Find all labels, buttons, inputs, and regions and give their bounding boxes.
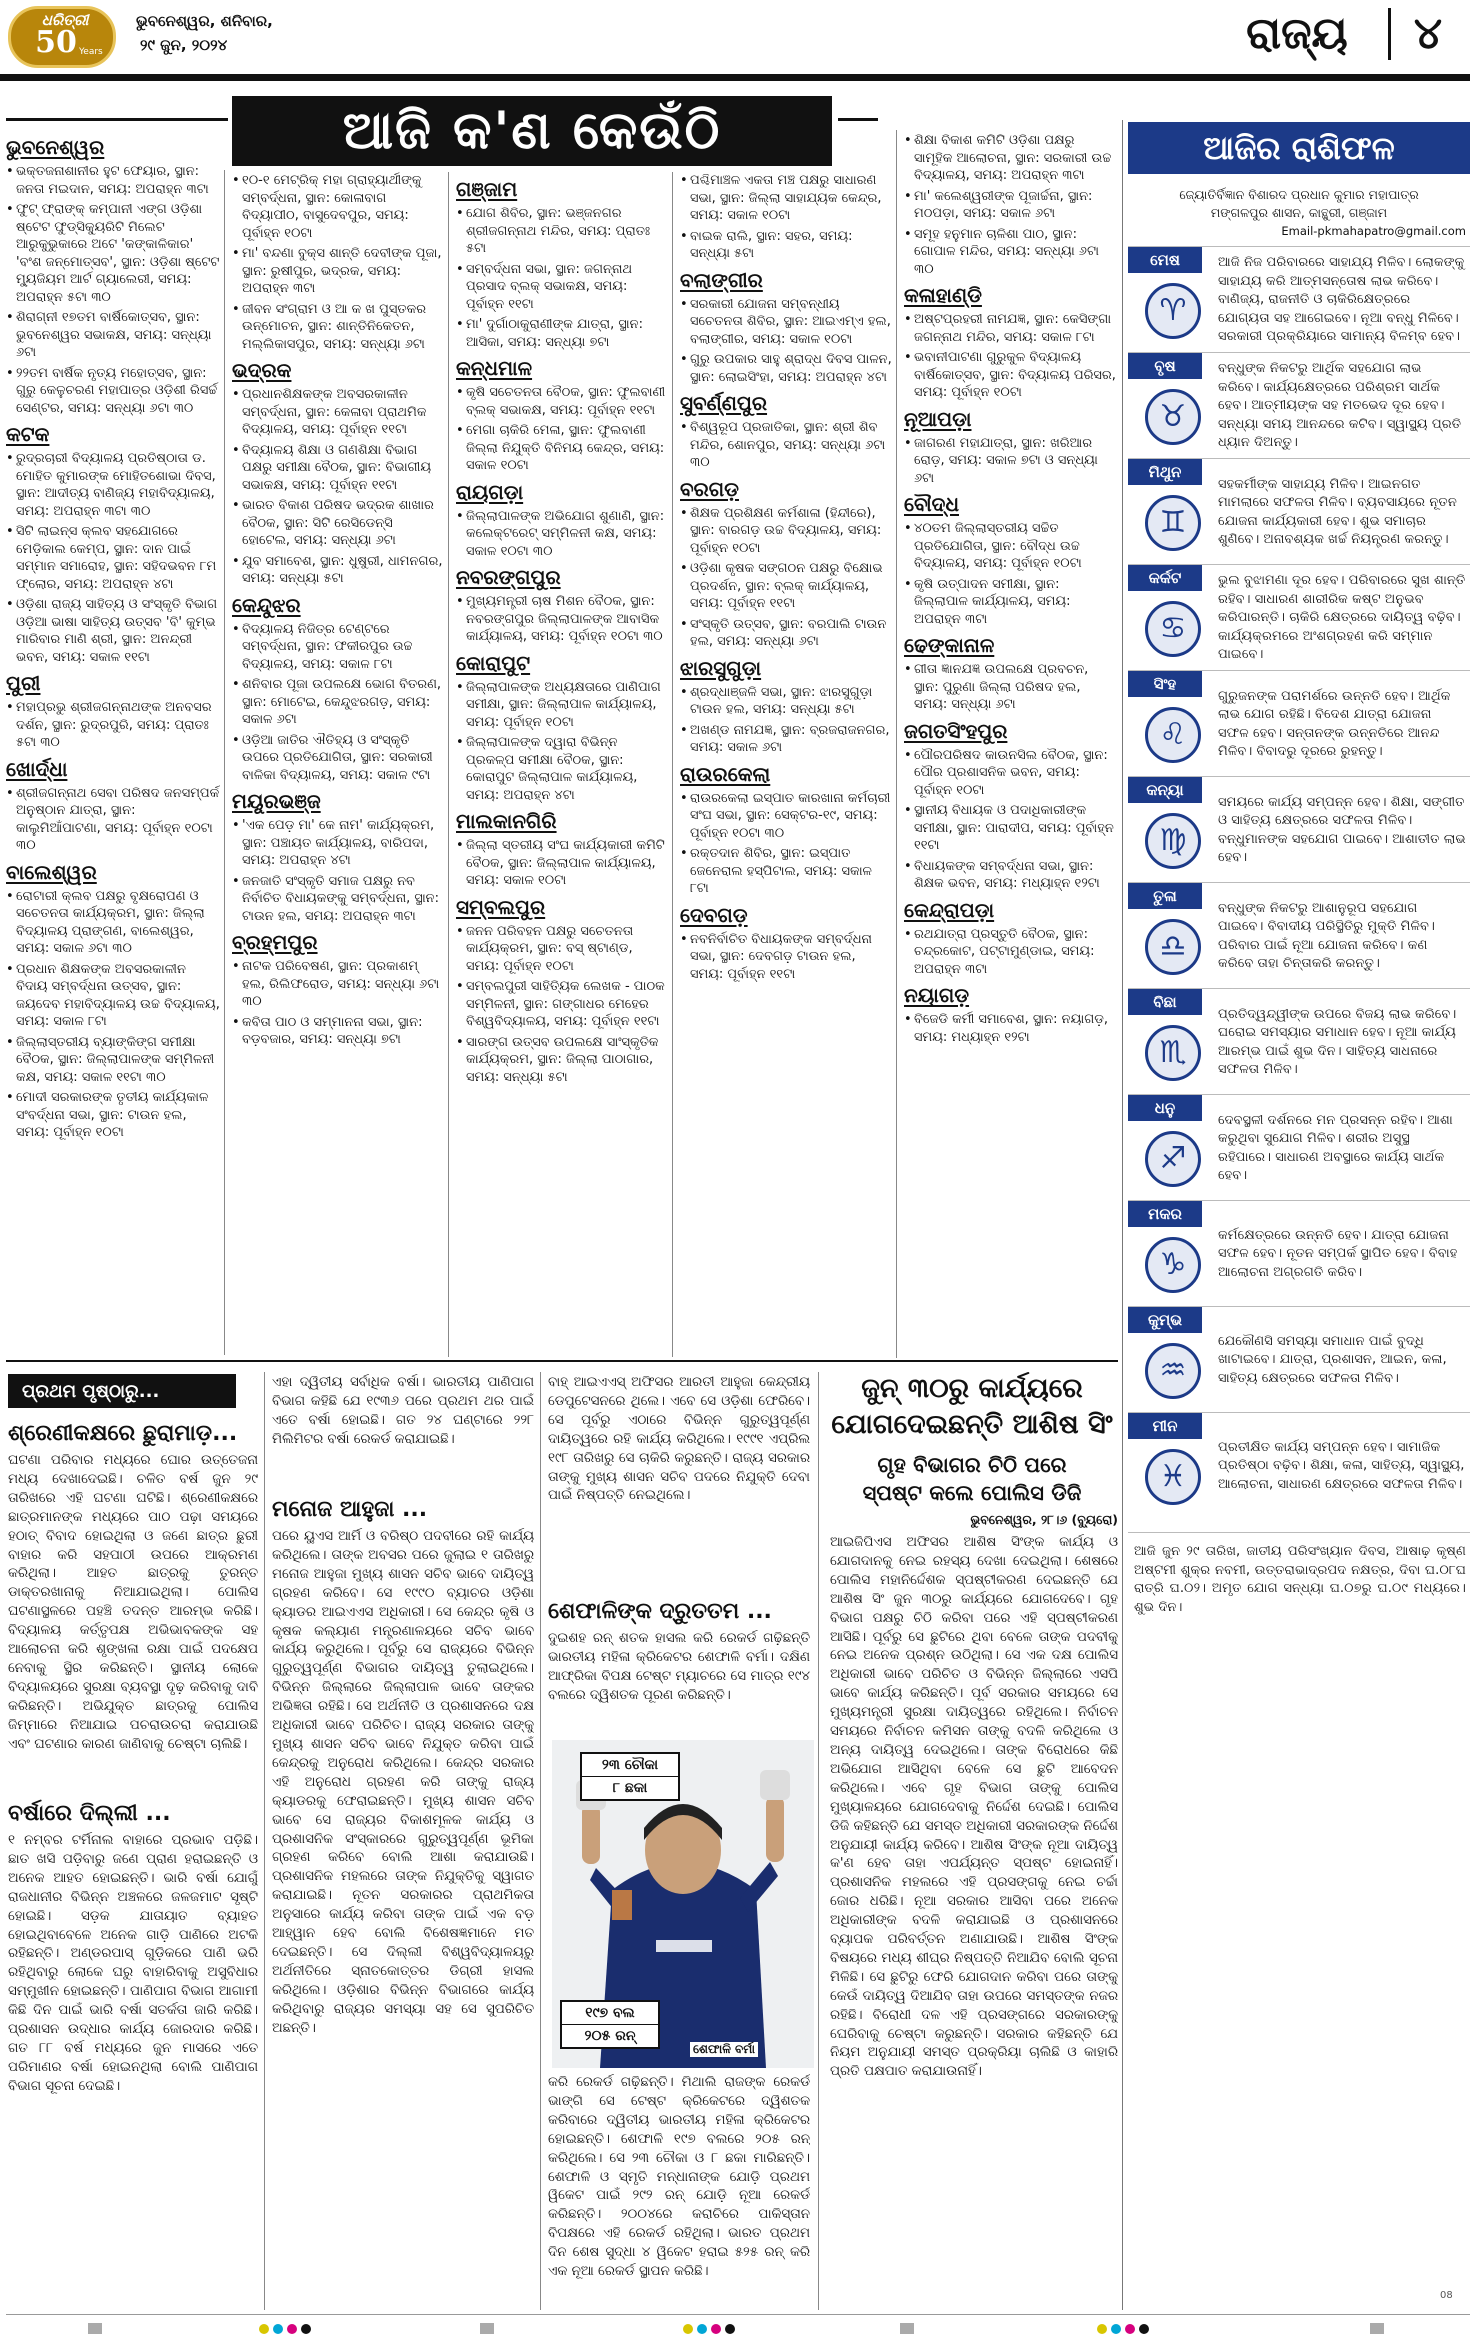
front-page-label-text: ପ୍ରଥମ ପୃଷ୍ଠାରୁ... xyxy=(22,1380,160,1402)
district-heading: ମୟୂରଭଞ୍ଜ xyxy=(232,789,321,813)
district-heading: ପୁରୀ xyxy=(6,671,41,695)
zodiac-glyph: ♎ xyxy=(1145,919,1201,975)
rashi-6 xyxy=(1128,776,1470,882)
agenda-item: • ମୋଦୀ ସରକାରଙ୍କ ତୃତୀୟ କାର୍ଯ୍ୟକାଳ ସଂବର୍ଦ୍ଧନା ସଭା, ସ୍ଥାନ: ଟାଉନ ହଲ, ସମୟ: ପୂର୍ବାହ୍ନ ୧୦ଟା xyxy=(6,1089,220,1142)
agenda-item: • ଭବାନୀପାଟଣା ଗୁରୁକୁଳ ବିଦ୍ୟାଳୟ ବାର୍ଷିକୋତ୍ସବ, ସ୍ଥାନ: ବିଦ୍ୟାଳୟ ପରିସର, ସମୟ: ପୂର୍ବାହ୍ନ ୧୦ଟା xyxy=(904,349,1116,402)
header-place: ଭୁବନେଶ୍ୱର, ଶନିବାର, xyxy=(136,12,273,30)
agenda-item: • ଜିଲ୍ଲାପାଳଙ୍କ ଦ୍ୱାରା ବିଭିନ୍ନ ପ୍ରକଳ୍ପ ସମୀକ୍ଷା ବୈଠକ, ସ୍ଥାନ: କୋରାପୁଟ ଜିଲ୍ଲାପାଳ କାର୍ଯ୍ୟାଳୟ, ସମୟ: ଅପରାହ୍ନ ୪ଟା xyxy=(456,734,668,804)
rashi-text: ସହକର୍ମୀଙ୍କ ସାହାଯ୍ୟ ମିଳିବ। ଆଇନଗତ ମାମଲାରେ ସଫଳତା ମିଳିବ। ବ୍ୟବସାୟରେ ନୂତନ ଯୋଜନା କାର୍ଯ୍ୟକାରୀ ହେବ। ଶୁଭ ସମାଚାର ଶୁଣିବେ। ଅନାବଶ୍ୟକ ଖର୍ଚ୍ଚ ନିୟନ୍ତ୍ରଣ କରନ୍ତୁ। xyxy=(1218,476,1457,547)
agenda-item: • ଜନନ ପରିବହନ ପକ୍ଷରୁ ସଚେତନତା କାର୍ଯ୍ୟକ୍ରମ, ସ୍ଥାନ: ବସ୍ ଷ୍ଟାଣ୍ଡ, ସମୟ: ପୂର୍ବାହ୍ନ ୧୦ଟା xyxy=(456,923,668,976)
agenda-item: • ରକ୍ତଦାନ ଶିବିର, ସ୍ଥାନ: ଇସ୍ପାତ ଜେନେରାଲ ହସ୍ପିଟାଲ, ସମୟ: ସକାଳ ୮ଟା xyxy=(680,845,892,898)
district-heading: ବାଲେଶ୍ୱର xyxy=(6,859,97,884)
astrologer-name: ଜ୍ୟୋତିର୍ବିଜ୍ଞାନ ବିଶାରଦ ପ୍ରଧାନ କୁମାର ମହାପାତ୍ର xyxy=(1179,187,1419,202)
district-heading: ମାଲକାନଗିରି xyxy=(456,809,557,833)
agenda-column-4 xyxy=(680,172,892,1358)
stats-box-top xyxy=(580,1752,680,1801)
zodiac-glyph: ♏ xyxy=(1145,1025,1201,1081)
story2-body: ୧ ନମ୍ବର ଟର୍ମିନାଲ ବାହାରେ ପ୍ରଭାବ ପଡ଼ିଛି। ଛାତ ଖସି ପଡ଼ିବାରୁ ଜଣେ ପ୍ରାଣ ହରାଇଛନ୍ତି ଓ ଅନେକ ଆହତ ହୋଇଛନ୍ତି। ଭାରି ବର୍ଷା ଯୋଗୁଁ ରାଜଧାନୀର ବିଭିନ୍ନ ଅଞ୍ଚଳରେ ଜଳଜମାଟ ସୃଷ୍ଟି ହୋଇଛି। ସଡ଼କ ଯାତାୟାତ ବ୍ୟାହତ ହୋଇଥିବାବେଳେ ଅନେକ ଗାଡ଼ି ପାଣିରେ ଅଟକି ରହିଛନ୍ତି। ଅଣ୍ଡରପାସ୍ ଗୁଡ଼ିକରେ ପାଣି ଭରି ରହିଥିବାରୁ ଲୋକେ ଘରୁ ବାହାରିବାକୁ ଅସୁବିଧାର ସମ୍ମୁଖୀନ ହୋଇଛନ୍ତି। ପାଣିପାଗ ବିଭାଗ ଆଗାମୀ କିଛି ଦିନ ପାଇଁ ଭାରି ବର୍ଷା ସତର୍କତା ଜାରି କରିଛି। ପ୍ରଶାସନ ଉଦ୍ଧାର କାର୍ଯ୍ୟ ଜୋରଦାର କରିଛି। ଗତ ୮୮ ବର୍ଷ ମଧ୍ୟରେ ଜୁନ ମାସରେ ଏତେ ପରିମାଣର ବର୍ଷା ହୋଇନଥିଲା ବୋଲି ପାଣିପାଗ ବିଭାଗ ସୂଚନା ଦେଇଛି। xyxy=(8,1833,258,2094)
agenda-item: • ସଂସ୍କୃତି ଉତ୍ସବ, ସ୍ଥାନ: ବରପାଲି ଟାଉନ ହଲ, ସମୟ: ସନ୍ଧ୍ୟା ୬ଟା xyxy=(680,616,892,651)
zodiac-icon xyxy=(1136,811,1210,871)
agenda-column-1 xyxy=(6,130,220,1358)
zodiac-icon xyxy=(1136,1129,1210,1189)
agenda-item: • ମହାପ୍ରଭୁ ଶ୍ରୀଜଗନ୍ନାଥଙ୍କ ଅନବସର ଦର୍ଶନ, ସ୍ଥାନ: ରୁଦ୍ରପୁରି, ସମୟ: ପ୍ରାତଃ ୫ଟା ୩୦ xyxy=(6,699,220,752)
zodiac-glyph: ♊ xyxy=(1145,495,1201,551)
district-heading: ଭଦ୍ରକ xyxy=(232,358,292,382)
agenda-item: • ମା' କଲେଶ୍ୱରୀଙ୍କ ପୂଜାର୍ଚ୍ଚନା, ସ୍ଥାନ: ମଠପଡ଼ା, ସମୟ: ସକାଳ ୬ଟା xyxy=(904,188,1116,223)
zodiac-glyph: ♋ xyxy=(1145,601,1201,657)
header-date: ୨୯ ଜୁନ, ୨୦୨୪ xyxy=(140,36,228,54)
agenda-item: • ଶିକ୍ଷା ବିକାଶ କମିଟି ଓଡ଼ିଶା ପକ୍ଷରୁ ସାମୂହିକ ଆଲୋଚନା, ସ୍ଥାନ: ସରକାରୀ ଉଚ୍ଚ ବିଦ୍ୟାଳୟ, ସମୟ: ଅପରାହ୍ନ ୩ଟା xyxy=(904,132,1116,185)
district-heading: ବରଗଡ଼ xyxy=(680,476,739,501)
agenda-column-3 xyxy=(456,172,668,1358)
district-heading: ଗଞ୍ଜାମ xyxy=(456,177,518,201)
zodiac-icon xyxy=(1136,705,1210,765)
rashi-11 xyxy=(1128,1306,1470,1412)
rashifala-panel xyxy=(1128,122,1470,2312)
print-marks-svg xyxy=(0,2320,1477,2336)
district-heading: କନ୍ଧମାଳ xyxy=(456,356,533,380)
agenda-item: • ଭକ୍ତଜନାଶାନୀର ହୁଟ ଫେୟାର, ସ୍ଥାନ: ଜନତା ମଇଦାନ, ସମୟ: ଅପରାହ୍ନ ୩ଟା xyxy=(6,163,220,198)
photo-caption: ଶେଫାଳି ବର୍ମା xyxy=(690,2042,758,2057)
agenda-item: • ସମୂହ ହନୁମାନ ଚାଳିଶା ପାଠ, ସ୍ଥାନ: ଗୋପାଳ ମନ୍ଦିର, ସମୟ: ସନ୍ଧ୍ୟା ୬ଟା ୩୦ xyxy=(904,226,1116,279)
stats-box-bottom xyxy=(560,2000,660,2049)
agenda-item: • ଶିରାଗ୍ନୀ ୧୭ତମ ବାର୍ଷିକୋତ୍ସବ, ସ୍ଥାନ: ଭୁବନେଶ୍ୱର ସଭାକକ୍ଷ, ସମୟ: ସନ୍ଧ୍ୟା ୬ଟା xyxy=(6,309,220,362)
agenda-item: • ଜିଲ୍ଲାସ୍ତରୀୟ ବ୍ୟାଙ୍କିଙ୍ଗ ସମୀକ୍ଷା ବୈଠକ, ସ୍ଥାନ: ଜିଲ୍ଲାପାଳଙ୍କ ସମ୍ମିଳନୀ କକ୍ଷ, ସମୟ: ସକାଳ ୧୧ଟା ୩୦ xyxy=(6,1034,220,1087)
rashi-3 xyxy=(1128,458,1470,564)
stat-balls: ୧୯୭ ବଲ xyxy=(562,2002,658,2025)
col-b-headline: ମନୋଜ ଆହୁଜା ... xyxy=(272,1497,428,1522)
logo-name: ଧରିତ୍ରୀ xyxy=(41,11,89,29)
agenda-column-2 xyxy=(232,172,444,1358)
rashi-text: କର୍ମକ୍ଷେତ୍ରରେ ଉନ୍ନତି ହେବ। ଯାତ୍ରା ଯୋଜନା ସଫଳ ହେବ। ନୂତନ ସମ୍ପର୍କ ସ୍ଥାପିତ ହେବ। ବିବାହ ଆଲୋଚନା ଅଗ୍ରଗତି କରିବ। xyxy=(1218,1227,1458,1280)
district-heading: ରାଉରକେଲା xyxy=(680,761,771,786)
section-title: ରାଜ୍ୟ xyxy=(1246,8,1348,59)
zodiac-glyph: ♌ xyxy=(1145,707,1201,763)
agenda-item: • ୨୨ତମ ବାର୍ଷିକ ନୃତ୍ୟ ମହୋତ୍ସବ, ସ୍ଥାନ: ଗୁରୁ କେଳୁଚରଣ ମହାପାତ୍ର ଓଡ଼ିଶୀ ରିସର୍ଚ୍ଚ ସେଣ୍ଟର, ସମୟ: ସନ୍ଧ୍ୟା ୬ଟା ୩୦ xyxy=(6,365,220,418)
agenda-item: • ପ୍ରଧାନ ଶିକ୍ଷକଙ୍କ ଅବସରକାଳୀନ ବିଦାୟ ସମ୍ବର୍ଦ୍ଧନା ଉତ୍ସବ, ସ୍ଥାନ: ଜୟଦେବ ମହାବିଦ୍ୟାଳୟ ଉଚ୍ଚ ବିଦ୍ୟାଳୟ, ସମୟ: ସକାଳ ୮ଟା xyxy=(6,961,220,1031)
rashi-label: କୁମ୍ଭ xyxy=(1128,1307,1202,1333)
agenda-item: • ରୁଦ୍ରଚାରୀ ବିଦ୍ୟାଳୟ ପ୍ରତିଷ୍ଠାତା ଡ. ମୋହିତ କୁମାରଙ୍କ ମୋହିତଶୋଭା ଦିବସ, ସ୍ଥାନ: ଆଦୀତ୍ୟ ବାଣିଜ୍ୟ ମହାବିଦ୍ୟାଳୟ, ସମୟ: ଅପରାହ୍ନ ୩ଟା ୩୦ xyxy=(6,450,220,520)
panjika: ଆଜି ଜୁନ ୨୯ ତାରିଖ, ଜାତୀୟ ପରିସଂଖ୍ୟାନ ଦିବସ, ଆଷାଢ଼ କୃଷ୍ଣ ଅଷ୍ଟମୀ ଶୁକ୍ର ନବମୀ, ଉତ୍ତରାଭାଦ୍ରପଦ ନକ୍ଷତ୍ର, ଦିବା ଘ.୦୮ଘ ରାତ୍ରି ଘ.୦୨। ଅମୃତ ଯୋଗ ସନ୍ଧ୍ୟା ଘ.୦୭ରୁ ଘ.୦୯ ମଧ୍ୟରେ। ଶୁଭ ଦିନ। xyxy=(1128,1532,1470,1617)
district-heading: ବଲାଙ୍ଗୀର xyxy=(680,267,763,292)
agenda-item: • ପୌରପରିଷଦ କାଉନସିଲ ବୈଠକ, ସ୍ଥାନ: ପୌର ପ୍ରଶାସନିକ ଭବନ, ସମୟ: ପୂର୍ବାହ୍ନ ୧୦ଟା xyxy=(904,747,1116,800)
main-story-subhead-2: ସ୍ପଷ୍ଟ କଲେ ପୋଲିସ ଡିଜି xyxy=(862,1481,1082,1505)
agenda-item: • ଶ୍ରୀଜଗନ୍ନାଥ ସେବା ପରିଷଦ ଜନସମ୍ପର୍କ ଅନୁଷ୍ଠାନ ଯାତ୍ରା, ସ୍ଥାନ: କାଲୁମିଆଁପାଟଣା, ସମୟ: ପୂର୍ବାହ୍ନ ୧୦ଟା ୩୦ xyxy=(6,785,220,855)
district-heading: ବୌଦ୍ଧ xyxy=(904,492,959,516)
agenda-item: • ବିଧାୟକଙ୍କ ସମ୍ବର୍ଦ୍ଧନା ସଭା, ସ୍ଥାନ: ଶିକ୍ଷକ ଭବନ, ସମୟ: ମଧ୍ୟାହ୍ନ ୧୨ଟା xyxy=(904,858,1116,893)
agenda-item: • ବିଦ୍ୟାଳୟ ନିଜିତ୍ର ଟେଣ୍ଟରେ ସମ୍ବର୍ଦ୍ଧନା, ସ୍ଥାନ: ଫକୀରପୁର ଉଚ୍ଚ ବିଦ୍ୟାଳୟ, ସମୟ: ସକାଳ ୮ଟା xyxy=(232,621,444,674)
main-story-subhead-1: ଗୃହ ବିଭାଗର ଚିଠି ପରେ xyxy=(877,1453,1067,1477)
col-b-intro: ଏହା ଦ୍ୱିତୀୟ ସର୍ବାଧିକ ବର୍ଷା। ଭାରତୀୟ ପାଣିପାଗ ବିଭାଗ କହିଛି ଯେ ୧୯୩୬ ପରେ ପ୍ରଥମ ଥର ପାଇଁ ଏତେ ବର୍ଷା ହୋଇଛି। ଗତ ୨୪ ଘଣ୍ଟାରେ ୨୨୮ ମିଲିମିଟର ବର୍ଷା ରେକର୍ଡ କରାଯାଇଛି। xyxy=(272,1375,534,1447)
agenda-item: • ପ୍ରଧାନଶିକ୍ଷକଙ୍କ ଅବସରକାଳୀନ ସମ୍ବର୍ଦ୍ଧନା, ସ୍ଥାନ: କେଳାବା ପ୍ରାଥମିକ ବିଦ୍ୟାଳୟ, ସମୟ: ପୂର୍ବାହ୍ନ ୧୧ଟା xyxy=(232,386,444,439)
zodiac-icon xyxy=(1136,1235,1210,1295)
district-heading: ସୁବର୍ଣ୍ଣପୁର xyxy=(680,391,768,415)
story1-headline: ଶ୍ରେଣୀକକ୍ଷରେ ଛୁରାମାଡ଼... xyxy=(8,1421,238,1446)
agenda-item: • ଓଡ଼ିଶା ରାଜ୍ୟ ସାହିତ୍ୟ ଓ ସଂସ୍କୃତି ବିଭାଗ ଓଡ଼ିଆ ଭାଷା ସାହିତ୍ୟ ଉତ୍ସବ 'ବି' କୁମ୍ଭ ମାରିବାର ମାଣି ଶ୍ରୀ, ସ୍ଥାନ: ଅନନ୍ଦ୍ରୀ ଭବନ, ସମୟ: ସକାଳ ୧୧ଟା xyxy=(6,596,220,666)
district-heading: କେନ୍ଦୁଝର xyxy=(232,592,301,617)
agenda-item: • ଶନିବାର ପୂଜା ଉପଲକ୍ଷେ ଭୋଗ ବିତରଣ, ସ୍ଥାନ: ମୋଟେଇ, କେନ୍ଦୁଝରଗଡ଼, ସମୟ: ସକାଳ ୬ଟା xyxy=(232,676,444,729)
col-c-intro: ବାହ୍ ଆଇଏଏସ୍ ଅଫିସର ଆରତୀ ଆହୁଜା କେନ୍ଦ୍ରୀୟ ଡେପୁଟେସନରେ ଥିଲେ। ଏବେ ସେ ଓଡ଼ିଶା ଫେରିବେ। ସେ ପୂର୍ବରୁ ଏଠାରେ ବିଭିନ୍ନ ଗୁରୁତ୍ୱପୂର୍ଣ୍ଣ ଦାୟିତ୍ୱରେ ରହି କାର୍ଯ୍ୟ କରିଥିଲେ। ୧୯୯୧ ଏପ୍ରିଲ ୧୯୮ ତାରିଖରୁ ସେ ଚାକିରି କରୁଛନ୍ତି। ରାଜ୍ୟ ସରକାର ତାଙ୍କୁ ମୁଖ୍ୟ ଶାସନ ସଚିବ ପଦରେ ନିଯୁକ୍ତି ଦେବା ପାଇଁ ନିଷ୍ପତ୍ତି ନେଇଥିଲେ। xyxy=(548,1375,810,1504)
agenda-item: • ବିଶ୍ୱରୂପ ପ୍ରଜାତିକା, ସ୍ଥାନ: ଶ୍ରୀ ଶିବ ମନ୍ଦିର, ଶୋନପୁର, ସମୟ: ସନ୍ଧ୍ୟା ୬ଟା ୩୦ xyxy=(680,419,892,472)
main-story-headline-2: ଯୋଗଦେଇଛନ୍ତି ଆଶିଷ ସିଂ xyxy=(831,1409,1113,1440)
lower-top-rule xyxy=(6,1360,1118,1362)
rashi-text: ପ୍ରତିଦ୍ୱନ୍ଦ୍ୱୀଙ୍କ ଉପରେ ବିଜୟ ଲାଭ କରିବେ। ଘରୋଇ ସମସ୍ୟାର ସମାଧାନ ହେବ। ନୂଆ କାର୍ଯ୍ୟ ଆରମ୍ଭ ପାଇଁ ଶୁଭ ଦିନ। ସାହିତ୍ୟ ସାଧନାରେ ସଫଳତା ମିଳିବ। xyxy=(1218,1006,1457,1077)
rashi-label: ବୃଷ xyxy=(1128,353,1202,379)
column-rule xyxy=(448,172,449,1357)
zodiac-icon xyxy=(1136,1447,1210,1507)
registration-marks xyxy=(0,2320,1477,2336)
zodiac-icon xyxy=(1136,493,1210,553)
stat-runs: ୨୦୫ ରନ୍ xyxy=(584,2028,636,2044)
rashi-text: ଯେକୌଣସି ସମସ୍ୟା ସମାଧାନ ପାଇଁ ବୁଦ୍ଧି ଖାଟାଇବେ। ଯାତ୍ରା, ପ୍ରଶାସନ, ଆଇନ, କଳା, ସାହିତ୍ୟ କ୍ଷେତ୍ରରେ ସଫଳତା ମିଳିବ। xyxy=(1218,1333,1447,1386)
agenda-item: • ଯୁବ ସମାବେଶ, ସ୍ଥାନ: ଧୁଷୁରୀ, ଧାମନଗର, ସମୟ: ସନ୍ଧ୍ୟା ୫ଟା xyxy=(232,553,444,588)
rashi-list xyxy=(1128,246,1470,1518)
rashi-label: ଧନୁ xyxy=(1128,1095,1202,1121)
section-divider xyxy=(1388,8,1391,60)
zodiac-glyph: ♉ xyxy=(1145,389,1201,445)
agenda-column-5 xyxy=(904,132,1116,1358)
astrologer-email: Email-pkmahapatro@gmail.com xyxy=(1281,224,1466,238)
rashi-text: ସମୟରେ କାର୍ଯ୍ୟ ସମ୍ପନ୍ନ ହେବ। ଶିକ୍ଷା, ସଙ୍ଗୀତ ଓ ସାହିତ୍ୟ କ୍ଷେତ୍ରରେ ସଫଳତା ମିଳିବ। ବନ୍ଧୁମାନଙ୍କ ସହଯୋଗ ପାଇବେ। ଆଶାତୀତ ଲାଭ ହେବ। xyxy=(1218,794,1466,865)
agenda-item: • ଭାରତ ବିକାଶ ପରିଷଦ ଭଦ୍ରକ ଶାଖାର ବୈଠକ, ସ୍ଥାନ: ସିଟି ରେସିଡେନ୍ସି ହୋଟେଲ, ସମୟ: ସନ୍ଧ୍ୟା ୬ଟା xyxy=(232,497,444,550)
district-heading: ରାୟଗଡ଼ା xyxy=(456,479,524,504)
rashi-text: ଭୁଲ ବୁଝାମଣା ଦୂର ହେବ। ପରିବାରରେ ସୁଖ ଶାନ୍ତି ରହିବ। ସାଧାରଣ ଶାରୀରିକ କଷ୍ଟ ଅନୁଭବ କରିପାରନ୍ତି। ଚାକିରି କ୍ଷେତ୍ରରେ ଦାୟିତ୍ୱ ବଢ଼ିବ। କାର୍ଯ୍ୟକ୍ରମରେ ଅଂଶଗ୍ରହଣ କରି ସମ୍ମାନ ପାଇବେ। xyxy=(1218,573,1466,663)
rashi-label: ସିଂହ xyxy=(1128,671,1202,697)
agenda-item: • ରଥଯାତ୍ରା ପ୍ରସ୍ତୁତି ବୈଠକ, ସ୍ଥାନ: ଚନ୍ଦ୍ରକୋଟ, ପଟ୍ଟାମୁଣ୍ଡାଇ, ସମୟ: ଅପରାହ୍ନ ୩ଟା xyxy=(904,926,1116,979)
district-heading: କୋରାପୁଟ xyxy=(456,650,531,675)
column-rule xyxy=(1122,120,1123,2310)
district-heading: ନବରଙ୍ଗପୁର xyxy=(456,565,561,589)
rashi-label: ମିଥୁନ xyxy=(1128,459,1202,485)
agenda-item: • କବିତା ପାଠ ଓ ସମ୍ମାନନା ସଭା, ସ୍ଥାନ: ବଡ଼ବଜାର, ସମୟ: ସନ୍ଧ୍ୟା ୭ଟା xyxy=(232,1014,444,1049)
agenda-item: • ସାରଙ୍ଗ ଉତ୍ସବ ଉପଲକ୍ଷେ ସାଂସ୍କୃତିକ କାର୍ଯ୍ୟକ୍ରମ, ସ୍ଥାନ: ଜିଲ୍ଲା ପାଠାଗାର, ସମୟ: ସନ୍ଧ୍ୟା ୫ଟା xyxy=(456,1034,668,1087)
district-heading: ନୂଆପଡ଼ା xyxy=(904,406,972,431)
agenda-item: • ଜିଲ୍ଲାପାଳଙ୍କ ଅଭିଯୋଗ ଶୁଣାଣି, ସ୍ଥାନ: କଲେକ୍ଟରେଟ୍ ସମ୍ମିଳନୀ କକ୍ଷ, ସମୟ: ସକାଳ ୧୦ଟା ୩୦ xyxy=(456,508,668,561)
rashi-text: ଦେବସ୍ଥଳୀ ଦର୍ଶନରେ ମନ ପ୍ରସନ୍ନ ରହିବ। ଆଶା କରୁଥିବା ସୁଯୋଗ ମିଳିବ। ଶରୀର ଅସୁସ୍ଥ ରହିପାରେ। ସାଧାରଣ ଅବସ୍ଥାରେ କାର୍ଯ୍ୟ ସାର୍ଥକ ହେବ। xyxy=(1218,1112,1453,1183)
rashi-text: ଆଜି ନିଜ ପରିବାରରେ ସାହାଯ୍ୟ ମିଳିବ। ଲୋକଙ୍କୁ ସାହାଯ୍ୟ କରି ଆତ୍ମସନ୍ତୋଷ ଲାଭ କରିବେ। ବାଣିଜ୍ୟ, ରାଜନୀତି ଓ ଚାକିରିକ୍ଷେତ୍ରରେ ଯୋଗ୍ୟତା ସହ ଆଗେଇବେ। ନୂଆ ବନ୍ଧୁ ମିଳିବେ। ସରକାରୀ ପ୍ରକ୍ରିୟାରେ ସାମାନ୍ୟ ବିଳମ୍ବ ହେବ। xyxy=(1218,255,1465,345)
district-heading: ଜଗତସିଂହପୁର xyxy=(904,718,1008,743)
agenda-item: • ନାଟକ ପରିବେଷଣ, ସ୍ଥାନ: ପ୍ରକାଶମ୍ ହଲ, ରିଲିଫରୋଡ, ସମୟ: ସନ୍ଧ୍ୟା ୬ଟା ୩୦ xyxy=(232,958,444,1011)
agenda-item: • ଜୀବନ ସଂଗ୍ରାମ ଓ ଆ କ ଖ ପୁସ୍ତକର ଉନ୍ମୋଚନ, ସ୍ଥାନ: ଶାନ୍ତିନିକେତନ, ମଲ୍ଲିକାସପୁର, ସମୟ: ସନ୍ଧ୍ୟା ୬ଟା xyxy=(232,301,444,354)
rashi-label: ବିଛା xyxy=(1128,989,1202,1015)
masthead-logo xyxy=(8,6,116,68)
district-heading: କେନ୍ଦ୍ରାପଡ଼ା xyxy=(904,897,995,922)
logo-years-sub: Years xyxy=(79,47,103,57)
agenda-item: • ଶ୍ରଦ୍ଧାଞ୍ଜଳି ସଭା, ସ୍ଥାନ: ଝାରସୁଗୁଡ଼ା ଟାଉନ ହଲ, ସମୟ: ସନ୍ଧ୍ୟା ୫ଟା xyxy=(680,684,892,719)
agenda-item: • ଜନଜାତି ସଂସ୍କୃତି ସମାଜ ପକ୍ଷରୁ ନବ ନିର୍ବାଚିତ ବିଧାୟକଙ୍କୁ ସମ୍ବର୍ଦ୍ଧନା, ସ୍ଥାନ: ଟାଉନ ହଲ, ସମୟ: ଅପରାହ୍ନ ୩ଟା xyxy=(232,873,444,926)
rashifala-title: ଆଜିର ରାଶିଫଳ xyxy=(1203,128,1395,167)
district-heading: ଖୋର୍ଦ୍ଧା xyxy=(6,756,68,781)
agenda-item: • ମୁଖ୍ୟମନ୍ତ୍ରୀ ଚାଷ ମିଶନ ବୈଠକ, ସ୍ଥାନ: ନବରଙ୍ଗପୁର ଜିଲ୍ଲାପାଳଙ୍କ ଆବାସିକ କାର୍ଯ୍ୟାଳୟ, ସମୟ: ପୂର୍ବାହ୍ନ ୧୦ଟା ୩୦ xyxy=(456,593,668,646)
zodiac-icon xyxy=(1136,1341,1210,1401)
col-c-body-bottom: କରି ରେକର୍ଡ ଗଢ଼ିଛନ୍ତି। ମିଥାଲି ରାଜଙ୍କ ରେକର୍ଡ ଭାଙ୍ଗି ସେ ଟେଷ୍ଟ କ୍ରିକେଟରେ ଦ୍ୱିଶତକ କରିବାରେ ଦ୍ୱିତୀୟ ଭାରତୀୟ ମହିଳା କ୍ରିକେଟର ହୋଇଛନ୍ତି। ଶେଫାଳି ୧୯୭ ବଲରେ ୨୦୫ ରନ୍ କରିଥିଲେ। ସେ ୨୩ ଚୌକା ଓ ୮ ଛକା ମାରିଛନ୍ତି। ଶେଫାଳି ଓ ସ୍ମୃତି ମନ୍ଧାନାଙ୍କ ଯୋଡ଼ି ପ୍ରଥମ ୱିକେଟ ପାଇଁ ୨୯୨ ରନ୍ ଯୋଡ଼ି ନୂଆ ରେକର୍ଡ କରିଛନ୍ତି। ୨୦୦୪ରେ କରାଚିରେ ପାକିସ୍ତାନ ବିପକ୍ଷରେ ଏହି ରେକର୍ଡ ରହିଥିଲା। ଭାରତ ପ୍ରଥମ ଦିନ ଶେଷ ସୁଦ୍ଧା ୪ ୱିକେଟ ହରାଇ ୫୨୫ ରନ୍ କରି ଏକ ନୂଆ ରେକର୍ଡ ସ୍ଥାପନ କରିଛି। xyxy=(548,2075,810,2280)
zodiac-icon xyxy=(1136,1023,1210,1083)
district-heading: କଟକ xyxy=(6,422,50,446)
agenda-item: • ବିଦ୍ୟାଳୟ ଶିକ୍ଷା ଓ ଗଣଶିକ୍ଷା ବିଭାଗ ପକ୍ଷରୁ ସମୀକ୍ଷା ବୈଠକ, ସ୍ଥାନ: ବିଭାଗୀୟ ସଭାକକ୍ଷ, ସମୟ: ପୂର୍ବାହ୍ନ ୧୧ଟା xyxy=(232,442,444,495)
zodiac-glyph: ♐ xyxy=(1145,1131,1201,1187)
front-page-label xyxy=(8,1374,236,1408)
zodiac-icon xyxy=(1136,387,1210,447)
zodiac-icon xyxy=(1136,917,1210,977)
district-heading: ଭୁବନେଶ୍ୱର xyxy=(6,135,105,159)
agenda-item: • ସମ୍ବଲପୁରୀ ସାହିତ୍ୟିକ ଲେଖକ - ପାଠକ ସମ୍ମିଳନୀ, ସ୍ଥାନ: ଗଙ୍ଗାଧର ମେହେର ବିଶ୍ୱବିଦ୍ୟାଳୟ, ସମୟ: ପୂର୍ବାହ୍ନ ୧୧ଟା xyxy=(456,978,668,1031)
page-code: 08 xyxy=(1440,2290,1453,2301)
column-rule xyxy=(896,130,897,1358)
agenda-item: • ଗୀତା ଜ୍ଞାନଯଜ୍ଞ ଉପଲକ୍ଷେ ପ୍ରବଚନ, ସ୍ଥାନ: ପୁରୁଣା ଜିଲ୍ଲା ପରିଷଦ ହଲ, ସମୟ: ସନ୍ଧ୍ୟା ୬ଟା xyxy=(904,661,1116,714)
column-rule xyxy=(264,1372,265,2310)
district-heading: କଳାହାଣ୍ଡି xyxy=(904,283,982,307)
zodiac-glyph: ♈ xyxy=(1145,283,1201,339)
rashi-8 xyxy=(1128,988,1470,1094)
zodiac-icon xyxy=(1136,281,1210,341)
agenda-item: • ଶିକ୍ଷକ ପ୍ରଶିକ୍ଷଣ କର୍ମଶାଳା (ହିନ୍ଦୀରେ), ସ୍ଥାନ: ବାରଗଡ଼ ଉଚ୍ଚ ବିଦ୍ୟାଳୟ, ସମୟ: ପୂର୍ବାହ୍ନ ୧୦ଟା xyxy=(680,505,892,558)
column-rule xyxy=(540,1372,541,2310)
agenda-banner xyxy=(232,96,832,166)
column-rule xyxy=(224,170,225,1355)
stat-sixes: ୮ ଛକା xyxy=(612,1780,648,1796)
col-c-body-top: ଦୁଇଶହ ରନ୍ ଶତକ ହାସଲ କରି ରେକର୍ଡ ଗଢ଼ିଛନ୍ତି ଭାରତୀୟ ମହିଳା କ୍ରିକେଟର ଶେଫାଳି ବର୍ମା। ଦକ୍ଷିଣ ଆଫ୍ରିକା ବିପକ୍ଷ ଟେଷ୍ଟ ମ୍ୟାଚରେ ସେ ମାତ୍ର ୧୯୪ ବଲରେ ଦ୍ୱିଶତକ ପୂରଣ କରିଛନ୍ତି। xyxy=(548,1631,810,1703)
rashi-label: ମକର xyxy=(1128,1201,1202,1227)
stat-fours: ୨୩ ଚୌକା xyxy=(582,1754,678,1777)
rashi-text: ଗୁରୁଜନଙ୍କ ପରାମର୍ଶରେ ଉନ୍ନତି ହେବ। ଆର୍ଥିକ ଲାଭ ଯୋଗ ରହିଛି। ବିଦେଶ ଯାତ୍ରା ଯୋଜନା ସଫଳ ହେବ। ସନ୍ତାନଙ୍କ ଉନ୍ନତିରେ ଆନନ୍ଦ ମିଳିବ। ବିବାଦରୁ ଦୂରରେ ରୁହନ୍ତୁ। xyxy=(1218,688,1451,759)
agenda-item: • ଓଡ଼ିଆ ଜାତିର ଐତିହ୍ୟ ଓ ସଂସ୍କୃତି ଉପରେ ପ୍ରତିଯୋଗିତା, ସ୍ଥାନ: ସରକାରୀ ବାଳିକା ବିଦ୍ୟାଳୟ, ସମୟ: ସକାଳ ୯ଟା xyxy=(232,732,444,785)
main-story-headline-1: ଜୁନ୍ ୩୦ରୁ କାର୍ଯ୍ୟରେ xyxy=(861,1373,1083,1404)
agenda-item: • ବାଇକ ରାଲି, ସ୍ଥାନ: ସହର, ସମୟ: ସନ୍ଧ୍ୟା ୫ଟା xyxy=(680,228,892,263)
agenda-item: • ଜିଲ୍ଲା ସ୍ତରୀୟ ସଂଘ କାର୍ଯ୍ୟକାରୀ କମିଟି ବୈଠକ, ସ୍ଥାନ: ଜିଲ୍ଲାପାଳ କାର୍ଯ୍ୟାଳୟ, ସମୟ: ସକାଳ ୧୦ଟା xyxy=(456,837,668,890)
agenda-item: • ରାଉରକେଲା ଇସ୍ପାତ କାରଖାନା କର୍ମଚାରୀ ସଂଘ ସଭା, ସ୍ଥାନ: ସେକ୍ଟର-୧୯, ସମୟ: ପୂର୍ବାହ୍ନ ୧୦ଟା ୩୦ xyxy=(680,790,892,843)
agenda-item: • ସ୍ଥାନୀୟ ବିଧାୟକ ଓ ପଦାଧିକାରୀଙ୍କ ସମୀକ୍ଷା, ସ୍ଥାନ: ପାରାଦୀପ, ସମୟ: ପୂର୍ବାହ୍ନ ୧୧ଟା xyxy=(904,802,1116,855)
header-rule xyxy=(0,74,1470,81)
district-heading: ସମ୍ବଲପୁର xyxy=(456,894,546,919)
district-heading: ଦେବଗଡ଼ xyxy=(680,902,748,927)
main-story-dateline: ଭୁବନେଶ୍ୱର, ୨୮।୬ (ବ୍ୟୁରୋ) xyxy=(970,1512,1118,1527)
agenda-item: • ୪୦ତମ ଜିଲ୍ଲାସ୍ତରୀୟ ସଚ୍ଚିତ ପ୍ରତିଯୋଗିତା, ସ୍ଥାନ: ବୌଦ୍ଧ ଉଚ୍ଚ ବିଦ୍ୟାଳୟ, ସମୟ: ପୂର୍ବାହ୍ନ ୧୦ଟା xyxy=(904,520,1116,573)
agenda-item: • ବିଜେଡି କର୍ମୀ ସମାବେଶ, ସ୍ଥାନ: ନୟାଗଡ଼, ସମୟ: ମଧ୍ୟାହ୍ନ ୧୨ଟା xyxy=(904,1011,1116,1046)
rashi-text: ବନ୍ଧୁଙ୍କ ନିକଟରୁ ଆର୍ଥିକ ସହଯୋଗ ଲାଭ କରିବେ। କାର୍ଯ୍ୟକ୍ଷେତ୍ରରେ ପରିଶ୍ରମ ସାର୍ଥକ ହେବ। ଆତ୍ମୀୟଙ୍କ ସହ ମତଭେଦ ଦୂର ହେବ। ସନ୍ଧ୍ୟା ସମୟ ଆନନ୍ଦରେ କଟିବ। ସ୍ୱାସ୍ଥ୍ୟ ପ୍ରତି ଧ୍ୟାନ ଦିଅନ୍ତୁ। xyxy=(1218,361,1462,451)
logo-years: 50 xyxy=(35,25,77,60)
rashi-label: କର୍କଟ xyxy=(1128,565,1202,591)
agenda-item: • ମା' ଦୁର୍ଗାଠାକୁରାଣୀଙ୍କ ଯାତ୍ରା, ସ୍ଥାନ: ଆସିକା, ସମୟ: ସନ୍ଧ୍ୟା ୭ଟା xyxy=(456,316,668,351)
agenda-item: • ଅଷ୍ଟପ୍ରହରୀ ନାମଯଜ୍ଞ, ସ୍ଥାନ: କେସିଙ୍ଗା ଜଗନ୍ନାଥ ମନ୍ଦିର, ସମୟ: ସକାଳ ୮ଟା xyxy=(904,311,1116,346)
agenda-item: • ୧୦-୧ ମେଟ୍ରିକ୍ ମହା ଗ୍ରାହ୍ୟାର୍ଥୀଙ୍କୁ ସମ୍ବର୍ଦ୍ଧନା, ସ୍ଥାନ: କୋଳାବାଗ ବିଦ୍ୟାପୀଠ, ବାସୁଦେବପୁର, ସମୟ: ପୂର୍ବାହ୍ନ ୧୦ଟା xyxy=(232,172,444,242)
rashi-12 xyxy=(1128,1412,1470,1518)
agenda-item: • ସମ୍ବର୍ଦ୍ଧନା ସଭା, ସ୍ଥାନ: ଜଗନ୍ନାଥ ପ୍ରସାଦ ବ୍ଲକ୍ ସଭାକକ୍ଷ, ସମୟ: ପୂର୍ବାହ୍ନ ୧୧ଟା xyxy=(456,261,668,314)
col-b-body: ପରେ ୟୁଏସ ଆର୍ମି ଓ ବରିଷ୍ଠ ପଦବୀରେ ରହି କାର୍ଯ୍ୟ କରିଥିଲେ। ତାଙ୍କ ଅବସର ପରେ ଜୁଲାଇ ୧ ତାରିଖରୁ ମନୋଜ ଆହୁଜା ମୁଖ୍ୟ ଶାସନ ସଚିବ ଭାବେ ଦାୟିତ୍ୱ ଗ୍ରହଣ କରିବେ। ସେ ୧୯୯୦ ବ୍ୟାଚର ଓଡ଼ିଶା କ୍ୟାଡର ଆଇଏଏସ ଅଧିକାରୀ। ସେ କେନ୍ଦ୍ର କୃଷି ଓ କୃଷକ କଲ୍ୟାଣ ମନ୍ତ୍ରଣାଳୟରେ ସଚିବ ଭାବେ କାର୍ଯ୍ୟ କରୁଥିଲେ। ପୂର୍ବରୁ ସେ ରାଜ୍ୟରେ ବିଭିନ୍ନ ଗୁରୁତ୍ୱପୂର୍ଣ୍ଣ ବିଭାଗର ଦାୟିତ୍ୱ ତୁଲାଇଥିଲେ। ବିଭିନ୍ନ ଜିଲ୍ଲାରେ ଜିଲ୍ଲାପାଳ ଭାବେ ତାଙ୍କର ଅଭିଜ୍ଞତା ରହିଛି। ସେ ଅର୍ଥନୀତି ଓ ପ୍ରଶାସନରେ ଦକ୍ଷ ଅଧିକାରୀ ଭାବେ ପରିଚିତ। ରାଜ୍ୟ ସରକାର ତାଙ୍କୁ ମୁଖ୍ୟ ଶାସନ ସଚିବ ଭାବେ ନିଯୁକ୍ତ କରିବା ପାଇଁ କେନ୍ଦ୍ରକୁ ଅନୁରୋଧ କରିଥିଲେ। କେନ୍ଦ୍ର ସରକାର ଏହି ଅନୁରୋଧ ଗ୍ରହଣ କରି ତାଙ୍କୁ ରାଜ୍ୟ କ୍ୟାଡରକୁ ଫେରାଇଛନ୍ତି। ମୁଖ୍ୟ ଶାସନ ସଚିବ ଭାବେ ସେ ରାଜ୍ୟର ବିକାଶମୂଳକ କାର୍ଯ୍ୟ ଓ ପ୍ରଶାସନିକ ସଂସ୍କାରରେ ଗୁରୁତ୍ୱପୂର୍ଣ୍ଣ ଭୂମିକା ଗ୍ରହଣ କରିବେ ବୋଲି ଆଶା କରାଯାଉଛି। ପ୍ରଶାସନିକ ମହଲରେ ତାଙ୍କ ନିଯୁକ୍ତିକୁ ସ୍ୱାଗତ କରାଯାଇଛି। ନୂତନ ସରକାରର ପ୍ରାଥମିକତା ଅନୁସାରେ କାର୍ଯ୍ୟ କରିବା ତାଙ୍କ ପାଇଁ ଏକ ବଡ଼ ଆହ୍ୱାନ ହେବ ବୋଲି ବିଶେଷଜ୍ଞମାନେ ମତ ଦେଇଛନ୍ତି। ସେ ଦିଲ୍ଲୀ ବିଶ୍ୱବିଦ୍ୟାଳୟରୁ ଅର୍ଥନୀତିରେ ସ୍ନାତକୋତ୍ତର ଡିଗ୍ରୀ ହାସଲ କରିଥିଲେ। ଓଡ଼ିଶାର ବିଭିନ୍ନ ବିଭାଗରେ କାର୍ଯ୍ୟ କରିଥିବାରୁ ରାଜ୍ୟର ସମସ୍ୟା ସହ ସେ ସୁପରିଚିତ ଅଛନ୍ତି। xyxy=(272,1529,534,2036)
rashi-label: ମୀନ xyxy=(1128,1413,1202,1439)
story2-headline: ବର୍ଷାରେ ଦିଲ୍ଲୀ ... xyxy=(8,1801,171,1826)
zodiac-glyph: ♓ xyxy=(1145,1449,1201,1505)
rashi-text: ପ୍ରତୀକ୍ଷିତ କାର୍ଯ୍ୟ ସମ୍ପନ୍ନ ହେବ। ସାମାଜିକ ପ୍ରତିଷ୍ଠା ବଢ଼ିବ। ଶିକ୍ଷା, କଳା, ସାହିତ୍ୟ, ସ୍ୱାସ୍ଥ୍ୟ, ଆଲୋଚନା, ସାଧାରଣ କ୍ଷେତ୍ରରେ ସଫଳତା ମିଳିବ। xyxy=(1218,1439,1465,1492)
agenda-item: • ସରକାରୀ ଯୋଜନା ସମ୍ବନ୍ଧୀୟ ସଚେତନତା ଶିବିର, ସ୍ଥାନ: ଆଇଏମ୍‌ଏ ହଲ, ବଲାଙ୍ଗୀର, ସମୟ: ସକାଳ ୧୦ଟା xyxy=(680,296,892,349)
agenda-item: • ପଶ୍ଚିମାଞ୍ଚଳ ଏକତା ମଞ୍ଚ ପକ୍ଷରୁ ସାଧାରଣ ସଭା, ସ୍ଥାନ: ଜିଲ୍ଲା ସାହାଯ୍ୟକ କେନ୍ଦ୍ର, ସମୟ: ସକାଳ ୧୦ଟା xyxy=(680,172,892,225)
rashi-9 xyxy=(1128,1094,1470,1200)
agenda-item: • ରୋଟାରୀ କ୍ଲବ ପକ୍ଷରୁ ବୃକ୍ଷରୋପଣ ଓ ସଚେତନତା କାର୍ଯ୍ୟକ୍ରମ, ସ୍ଥାନ: ଜିଲ୍ଲା ବିଦ୍ୟାଳୟ ପ୍ରାଙ୍ଗଣ, ବାଲେଶ୍ୱର, ସମୟ: ସକାଳ ୬ଟା ୩୦ xyxy=(6,888,220,958)
rashi-label: ମେଷ xyxy=(1128,247,1202,273)
zodiac-glyph: ♒ xyxy=(1145,1343,1201,1399)
column-rule xyxy=(672,172,673,1357)
rashi-5 xyxy=(1128,670,1470,776)
agenda-item: • ଜିଲ୍ଲାପାଳଙ୍କ ଅଧ୍ୟକ୍ଷତାରେ ପାଣିପାଗ ସମୀକ୍ଷା, ସ୍ଥାନ: ଜିଲ୍ଲାପାଳ କାର୍ଯ୍ୟାଳୟ, ସମୟ: ପୂର୍ବାହ୍ନ ୧୦ଟା xyxy=(456,679,668,732)
zodiac-glyph: ♑ xyxy=(1145,1237,1201,1293)
district-heading: ବ୍ରହ୍ମପୁର xyxy=(232,930,318,954)
rashi-text: ବନ୍ଧୁଙ୍କ ନିକଟରୁ ଆଶାନୁରୂପ ସହଯୋଗ ପାଇବେ। ବିବାଦୀୟ ପରିସ୍ଥିତିରୁ ମୁକ୍ତି ମିଳିବ। ପରିବାର ପାଇଁ ନୂଆ ଯୋଜନା କରିବେ। କଣ କରିବେ ତାହା ଚିନ୍ତାକରି କରନ୍ତୁ। xyxy=(1218,900,1435,971)
agenda-item: • ଫୁଟ୍ ଫ୍ରାଙ୍କ୍ କମ୍ପାନୀ ଏଙ୍ଗ ଓଡ଼ିଶା ଷ୍ଟେଟ ଫୁଡ୍‌ସିକ୍ୟୁରିଟି ମିଲେଟ ଆରୁକୁଭୁକାରେ ଅଟେ 'କଙ୍କାଳିକାର' 'ବଂଶ ଜନ୍ମୋତ୍ସବ', ସ୍ଥାନ: ଓଡ଼ିଶା ଷ୍ଟେଟ ମ୍ୟୁଜିୟମ ଆର୍ଟ ଗ୍ୟାଲେରୀ, ସମୟ: ଅପରାହ୍ନ ୫ଟା ୩୦ xyxy=(6,201,220,306)
district-heading: ଝାରସୁଗୁଡ଼ା xyxy=(680,655,762,680)
astrologer-address: ମଙ୍ଗଳପୁର ଶାସନ, କାନ୍ଥୁରୀ, ଗଞ୍ଜାମ xyxy=(1210,205,1388,220)
district-heading: ଢେଙ୍କାନାଳ xyxy=(904,633,995,657)
agenda-item: • ନବନିର୍ବାଚିତ ବିଧାୟକଙ୍କ ସମ୍ବର୍ଦ୍ଧନା ସଭା, ସ୍ଥାନ: ଦେବଗଡ଼ ଟାଉନ ହଲ, ସମୟ: ପୂର୍ବାହ୍ନ ୧୧ଟା xyxy=(680,931,892,984)
story1-body: ଘଟଣା ପରିବାର ମଧ୍ୟରେ ଘୋର ଉତ୍ତେଜନା ମଧ୍ୟ ଦେଖାଦେଇଛି। ଚଳିତ ବର୍ଷ ଜୁନ ୨୯ ତାରିଖରେ ଏହି ଘଟଣା ଘଟିଛି। ଶ୍ରେଣୀକକ୍ଷରେ ଛାତ୍ରମାନଙ୍କ ମଧ୍ୟରେ ପାଠ ପଢ଼ା ସମୟରେ ହଠାତ୍ ବିବାଦ ହୋଇଥିଲା ଓ ଜଣେ ଛାତ୍ର ଛୁରୀ ବାହାର କରି ସହପାଠୀ ଉପରେ ଆକ୍ରମଣ କରିଥିଲା। ଆହତ ଛାତ୍ରକୁ ତୁରନ୍ତ ଡାକ୍ତରଖାନାକୁ ନିଆଯାଇଥିଲା। ପୋଲିସ ଘଟଣାସ୍ଥଳରେ ପହଞ୍ଚି ତଦନ୍ତ ଆରମ୍ଭ କରିଛି। ବିଦ୍ୟାଳୟ କର୍ତ୍ତୃପକ୍ଷ ଅଭିଭାବକଙ୍କ ସହ ଆଲୋଚନା କରି ଶୃଙ୍ଖଳା ରକ୍ଷା ପାଇଁ ପଦକ୍ଷେପ ନେବାକୁ ସ୍ଥିର କରିଛନ୍ତି। ସ୍ଥାନୀୟ ଲୋକେ ବିଦ୍ୟାଳୟରେ ସୁରକ୍ଷା ବ୍ୟବସ୍ଥା ଦୃଢ଼ କରିବାକୁ ଦାବି କରିଛନ୍ତି। ଅଭିଯୁକ୍ତ ଛାତ୍ରକୁ ପୋଲିସ ଜିମ୍ମାରେ ନିଆଯାଇ ପଚରାଉଚରା କରାଯାଉଛି ଏବଂ ଘଟଣାର କାରଣ ଜାଣିବାକୁ ଚେଷ୍ଟା ଚାଲିଛି। xyxy=(8,1453,258,1752)
agenda-item: • ସିଟି ଲାଇନ୍ସ କ୍ଲବ ସହଯୋଗରେ ମେଡ଼ିକାଲ କେମ୍ପ, ସ୍ଥାନ: ଦାନ ପାଇଁ ସମ୍ମାନ ସମାରୋହ, ସ୍ଥାନ: ସହିଦଭବନ ୮ମ ଫ୍ଲୋର, ସମୟ: ଅପରାହ୍ନ ୪ଟା xyxy=(6,523,220,593)
main-story-body: ଆଇଜିପିଏସ ଅଫିସର ଆଶିଷ ସିଂଙ୍କ କାର୍ଯ୍ୟ ଓ ଯୋଗଦାନକୁ ନେଇ ରହସ୍ୟ ଦେଖା ଦେଇଥିଲା। ଶେଷରେ ପୋଲିସ ମହାନିର୍ଦ୍ଦେଶକ ସ୍ପଷ୍ଟୀକରଣ ଦେଇଛନ୍ତି ଯେ ଆଶିଷ ସିଂ ଜୁନ ୩୦ରୁ କାର୍ଯ୍ୟରେ ଯୋଗଦେବେ। ଗୃହ ବିଭାଗ ପକ୍ଷରୁ ଚିଠି କରିବା ପରେ ଏହି ସ୍ପଷ୍ଟୀକରଣ ଆସିଛି। ପୂର୍ବରୁ ସେ ଛୁଟିରେ ଥିବା ବେଳେ ତାଙ୍କ ପଦବୀକୁ ନେଇ ଅନେକ ପ୍ରଶ୍ନ ଉଠିଥିଲା। ସେ ଏକ ଦକ୍ଷ ପୋଲିସ ଅଧିକାରୀ ଭାବେ ପରିଚିତ ଓ ବିଭିନ୍ନ ଜିଲ୍ଲାରେ ଏସପି ଭାବେ କାର୍ଯ୍ୟ କରିଛନ୍ତି। ପୂର୍ବ ସରକାର ସମୟରେ ସେ ମୁଖ୍ୟମନ୍ତ୍ରୀ ସୁରକ୍ଷା ଦାୟିତ୍ୱରେ ରହିଥିଲେ। ନିର୍ବାଚନ ସମୟରେ ନିର୍ବାଚନ କମିସନ ତାଙ୍କୁ ବଦଳି କରିଥିଲେ ଓ ଅନ୍ୟ ଦାୟିତ୍ୱ ଦେଇଥିଲେ। ତାଙ୍କ ବିରୋଧରେ କିଛି ଅଭିଯୋଗ ଆସିଥିବା ବେଳେ ସେ ଛୁଟି ଆବେଦନ କରିଥିଲେ। ଏବେ ଗୃହ ବିଭାଗ ତାଙ୍କୁ ପୋଲିସ ମୁଖ୍ୟାଳୟରେ ଯୋଗଦେବାକୁ ନିର୍ଦ୍ଦେଶ ଦେଇଛି। ପୋଲିସ ଡିଜି କହିଛନ୍ତି ଯେ ସମସ୍ତ ଅଧିକାରୀ ସରକାରଙ୍କ ନିର୍ଦ୍ଦେଶ ଅନୁଯାୟୀ କାର୍ଯ୍ୟ କରିବେ। ଆଶିଷ ସିଂଙ୍କ ନୂଆ ଦାୟିତ୍ୱ କ'ଣ ହେବ ତାହା ଏପର୍ଯ୍ୟନ୍ତ ସ୍ପଷ୍ଟ ହୋଇନାହିଁ। ପ୍ରଶାସନିକ ମହଲରେ ଏହି ପ୍ରସଙ୍ଗକୁ ନେଇ ଚର୍ଚ୍ଚା ଜୋର ଧରିଛି। ନୂଆ ସରକାର ଆସିବା ପରେ ଅନେକ ଅଧିକାରୀଙ୍କ ବଦଳି କରାଯାଇଛି ଓ ପ୍ରଶାସନରେ ବ୍ୟାପକ ପରିବର୍ତ୍ତନ ଅଣାଯାଉଛି। ଆଶିଷ ସିଂଙ୍କ ବିଷୟରେ ମଧ୍ୟ ଶୀଘ୍ର ନିଷ୍ପତ୍ତି ନିଆଯିବ ବୋଲି ସୂଚନା ମିଳିଛି। ସେ ଛୁଟିରୁ ଫେରି ଯୋଗଦାନ କରିବା ପରେ ତାଙ୍କୁ କେଉଁ ଦାୟିତ୍ୱ ଦିଆଯିବ ତାହା ଉପରେ ସମସ୍ତଙ୍କ ନଜର ରହିଛି। ବିରୋଧୀ ଦଳ ଏହି ପ୍ରସଙ୍ଗରେ ସରକାରଙ୍କୁ ଘେରିବାକୁ ଚେଷ୍ଟା କରୁଛନ୍ତି। ସରକାର କହିଛନ୍ତି ଯେ ନିୟମ ଅନୁଯାୟୀ ସମସ୍ତ ପ୍ରକ୍ରିୟା ଚାଲିଛି ଓ କାହାରି ପ୍ରତି ପକ୍ଷପାତ କରାଯାଉନାହିଁ। xyxy=(830,1535,1118,2080)
zodiac-glyph: ♍ xyxy=(1145,813,1201,869)
agenda-top-rule xyxy=(6,118,228,121)
agenda-item: • ଯୋଗ ଶିବିର, ସ୍ଥାନ: ଭଞ୍ଜନଗର ଶ୍ରୀଜଗନ୍ନାଥ ମନ୍ଦିର, ସମୟ: ପ୍ରାତଃ ୫ଟା xyxy=(456,205,668,258)
rashi-10 xyxy=(1128,1200,1470,1306)
agenda-item: • ଅଖଣ୍ଡ ନାମଯଜ୍ଞ, ସ୍ଥାନ: ବ୍ରଜରାଜନଗର, ସମୟ: ସକାଳ ୬ଟା xyxy=(680,722,892,757)
agenda-item: • କୃଷି ସଚେତନତା ବୈଠକ, ସ୍ଥାନ: ଫୁଲବାଣୀ ବ୍ଲକ୍ ସଭାକକ୍ଷ, ସମୟ: ପୂର୍ବାହ୍ନ ୧୧ଟା xyxy=(456,384,668,419)
col-c-headline: ଶେଫାଳିଙ୍କ ଦ୍ରୁତତମ ... xyxy=(548,1599,772,1624)
footer-rule xyxy=(6,2314,1470,2315)
rashi-label: କନ୍ୟା xyxy=(1128,777,1202,803)
agenda-item: • ଗୁରୁ ଉପକାର ସାହୁ ଶ୍ରାଦ୍ଧ ଦିବସ ପାଳନ, ସ୍ଥାନ: ଲୋଇସିଂହା, ସମୟ: ଅପରାହ୍ନ ୪ଟା xyxy=(680,351,892,386)
column-rule xyxy=(818,1372,819,2310)
rashi-2 xyxy=(1128,352,1470,458)
page-number: ୪ xyxy=(1413,8,1443,59)
agenda-item: • ଜାଗରଣ ମହାଯାତ୍ରା, ସ୍ଥାନ: ଖରିଆର ରୋଡ଼, ସମୟ: ସକାଳ ୭ଟା ଓ ସନ୍ଧ୍ୟା ୬ଟା xyxy=(904,435,1116,488)
agenda-item: • ମା' ବନ୍ଦଣା ବୁକ୍ସ ଶାନ୍ତି ଦେବୀଙ୍କ ପୂଜା, ସ୍ଥାନ: ରୁଷୀପୁର, ଭଦ୍ରକ, ସମୟ: ଅପରାହ୍ନ ୩ଟା xyxy=(232,245,444,298)
agenda-item: • କୃଷି ଉତ୍ପାଦନ ସମୀକ୍ଷା, ସ୍ଥାନ: ଜିଲ୍ଲାପାଳ କାର୍ଯ୍ୟାଳୟ, ସମୟ: ଅପରାହ୍ନ ୩ଟା xyxy=(904,576,1116,629)
zodiac-icon xyxy=(1136,599,1210,659)
agenda-banner-title: ଆଜି କ'ଣ କେଉଁଠି xyxy=(342,100,722,161)
district-heading: ନୟାଗଡ଼ xyxy=(904,983,970,1007)
agenda-item: • 'ଏକ ପେଡ଼ ମା' କେ ନାମ' କାର୍ଯ୍ୟକ୍ରମ, ସ୍ଥାନ: ପଞ୍ଚାୟତ କାର୍ଯ୍ୟାଳୟ, ବାରିପଦା, ସମୟ: ଅପରାହ୍ନ ୪ଟା xyxy=(232,817,444,870)
rashi-label: ତୁଳା xyxy=(1128,883,1202,909)
agenda-top-rule-right xyxy=(838,118,878,121)
rashi-7 xyxy=(1128,882,1470,988)
agenda-item: • ଓଡ଼ିଶା କୃଷକ ସଙ୍ଗଠନ ପକ୍ଷରୁ ବିକ୍ଷୋଭ ପ୍ରଦର୍ଶନ, ସ୍ଥାନ: ବ୍ଲକ୍ କାର୍ଯ୍ୟାଳୟ, ସମୟ: ପୂର୍ବାହ୍ନ ୧୧ଟା xyxy=(680,560,892,613)
agenda-item: • ମେଗା ଚାକିରି ମେଳା, ସ୍ଥାନ: ଫୁଲବାଣୀ ଜିଲ୍ଲା ନିଯୁକ୍ତି ବିନିମୟ କେନ୍ଦ୍ର, ସମୟ: ସକାଳ ୧୦ଟା xyxy=(456,422,668,475)
rashi-1 xyxy=(1128,246,1470,352)
rashifala-title-bar xyxy=(1128,122,1470,174)
rashi-4 xyxy=(1128,564,1470,670)
